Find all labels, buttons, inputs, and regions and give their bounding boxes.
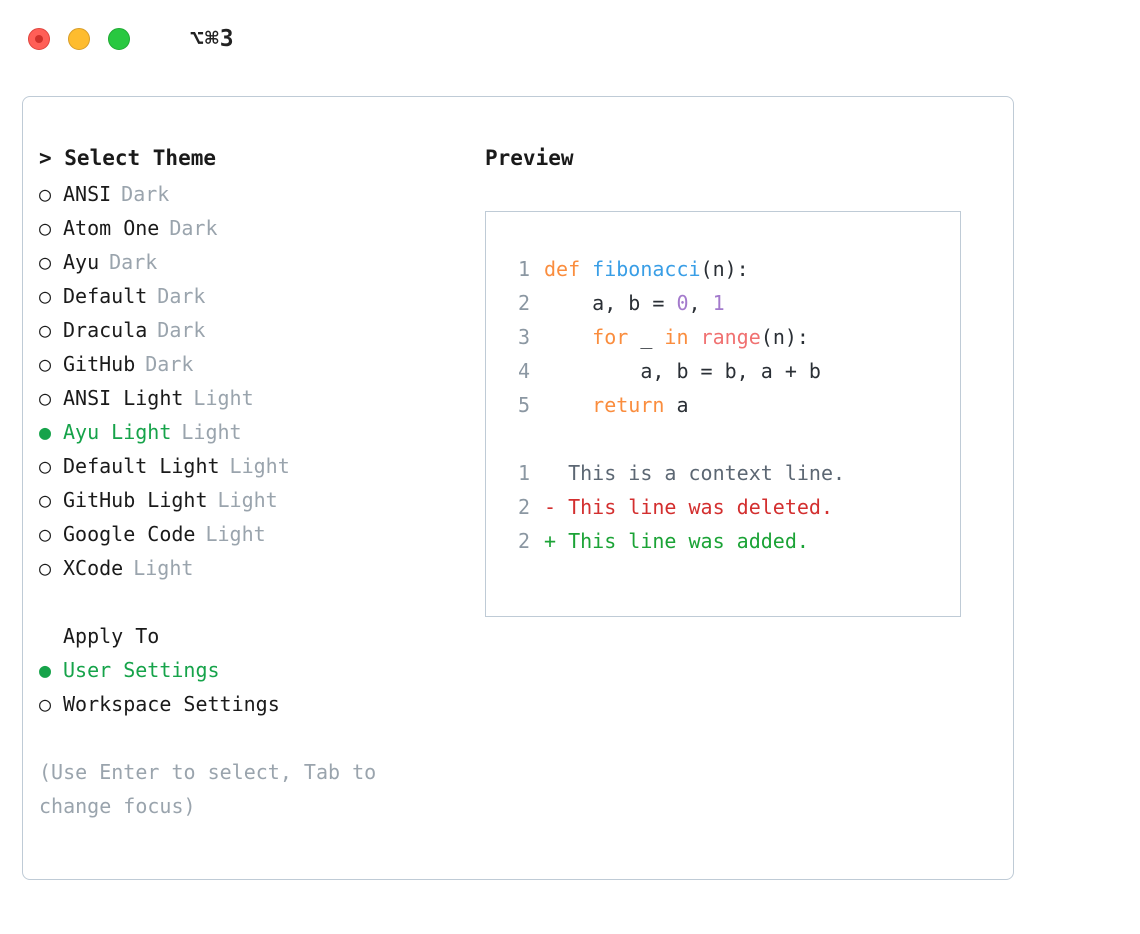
radio-icon[interactable]: ○: [39, 352, 52, 376]
list-item-selected[interactable]: [39, 415, 485, 449]
code-line: [504, 252, 960, 286]
preview-header: Preview: [485, 146, 574, 170]
line-number: 1: [517, 461, 530, 485]
list-item[interactable]: [39, 347, 485, 381]
close-icon-inner: [35, 35, 43, 43]
list-item[interactable]: [39, 279, 485, 313]
code-token: _: [628, 325, 665, 349]
list-item-selected[interactable]: [39, 653, 485, 687]
diff-text: This line was deleted.: [556, 495, 833, 519]
code-token: fibonacci: [592, 257, 701, 281]
keyboard-hint-text: (Use Enter to select, Tab to change focus): [39, 760, 389, 818]
theme-selection-column: [23, 141, 485, 823]
line-number: 1: [517, 257, 530, 281]
code-token: [544, 388, 592, 422]
theme-variant-tag: Light: [205, 522, 266, 546]
radio-icon[interactable]: ○: [39, 692, 52, 716]
theme-variant-tag: Dark: [109, 250, 158, 274]
list-item[interactable]: [39, 211, 485, 245]
theme-variant-tag: Dark: [157, 284, 206, 308]
code-token: 1: [712, 291, 725, 315]
list-item[interactable]: [39, 449, 485, 483]
list-item[interactable]: [39, 551, 485, 585]
theme-selector-panel: [22, 96, 1014, 880]
preview-box: [485, 211, 961, 617]
radio-icon[interactable]: ○: [39, 386, 52, 410]
radio-icon[interactable]: ○: [39, 454, 52, 478]
code-token: [689, 320, 701, 354]
theme-name: GitHub: [63, 352, 136, 376]
theme-variant-tag: Dark: [157, 318, 206, 342]
radio-icon[interactable]: ○: [39, 216, 52, 240]
radio-icon[interactable]: ○: [39, 522, 52, 546]
theme-variant-tag: Dark: [145, 352, 194, 376]
apply-to-options: [39, 653, 485, 721]
list-item[interactable]: [39, 245, 485, 279]
titlebar: [0, 0, 1140, 78]
list-item[interactable]: [39, 517, 485, 551]
apply-to-option-label: User Settings: [63, 658, 220, 682]
code-token: (n):: [700, 257, 749, 281]
code-token: a: [664, 393, 689, 417]
list-item[interactable]: [39, 381, 485, 415]
diff-marker: +: [544, 529, 557, 553]
diff-line: [504, 490, 960, 524]
close-window-icon[interactable]: [28, 28, 50, 50]
theme-variant-tag: Light: [133, 556, 194, 580]
theme-name: Google Code: [63, 522, 196, 546]
diff-line: [504, 456, 960, 490]
code-token: 0: [676, 291, 689, 315]
code-token: range: [700, 325, 761, 349]
radio-icon[interactable]: ○: [39, 250, 52, 274]
radio-icon[interactable]: ○: [39, 556, 52, 580]
theme-name: ANSI Light: [63, 386, 184, 410]
preview-column: [485, 141, 1013, 823]
theme-name: GitHub Light: [63, 488, 208, 512]
list-item[interactable]: [39, 687, 485, 721]
theme-name: Atom One: [63, 216, 160, 240]
diff-text: This line was added.: [556, 529, 809, 553]
line-number: 3: [517, 325, 530, 349]
code-token: [544, 320, 592, 354]
select-theme-header: > Select Theme: [39, 146, 217, 170]
minimize-window-icon[interactable]: [68, 28, 90, 50]
theme-list: [39, 177, 485, 585]
theme-name: ANSI: [63, 182, 112, 206]
maximize-window-icon[interactable]: [108, 28, 130, 50]
preview-spacer: [504, 422, 960, 456]
line-number: 2: [517, 495, 530, 519]
diff-text: This is a context line.: [544, 461, 846, 485]
radio-icon-selected[interactable]: ●: [39, 658, 52, 682]
line-number: 2: [517, 291, 530, 315]
theme-name: Default: [63, 284, 148, 308]
theme-name: Default Light: [63, 454, 220, 478]
code-token: a, b =: [544, 291, 677, 315]
theme-name: Ayu: [63, 250, 100, 274]
apply-to-option-label: Workspace Settings: [63, 692, 280, 716]
theme-variant-tag: Dark: [121, 182, 170, 206]
theme-variant-tag: Light: [181, 420, 242, 444]
line-number: 5: [517, 393, 530, 417]
code-token: a, b = b, a + b: [544, 359, 821, 383]
code-token: ,: [688, 291, 713, 315]
code-token: (n):: [760, 325, 809, 349]
code-line: [504, 388, 960, 422]
code-token: in: [664, 325, 689, 349]
keyboard-shortcut-label: ⌥⌘3: [190, 26, 235, 52]
theme-variant-tag: Dark: [169, 216, 218, 240]
diff-line: [504, 524, 960, 558]
list-item[interactable]: [39, 313, 485, 347]
diff-marker: -: [544, 495, 557, 519]
list-item[interactable]: [39, 177, 485, 211]
apply-to-title: Apply To: [63, 624, 160, 648]
code-line: [504, 286, 960, 320]
radio-icon-selected[interactable]: ●: [39, 420, 52, 444]
list-item[interactable]: [39, 483, 485, 517]
radio-icon[interactable]: ○: [39, 182, 52, 206]
code-line: [504, 354, 960, 388]
theme-name: Ayu Light: [63, 420, 172, 444]
line-number: 2: [517, 529, 530, 553]
panel-content: [23, 97, 1013, 823]
radio-icon[interactable]: ○: [39, 488, 52, 512]
theme-variant-tag: Light: [193, 386, 254, 410]
radio-icon[interactable]: ○: [39, 318, 52, 342]
code-token: return: [592, 393, 665, 417]
theme-variant-tag: Light: [229, 454, 290, 478]
code-line: [504, 320, 960, 354]
theme-name: XCode: [63, 556, 124, 580]
line-number: 4: [517, 359, 530, 383]
radio-icon[interactable]: ○: [39, 284, 52, 308]
theme-variant-tag: Light: [217, 488, 278, 512]
code-token: def: [544, 257, 593, 281]
code-token: for: [592, 325, 629, 349]
theme-name: Dracula: [63, 318, 148, 342]
